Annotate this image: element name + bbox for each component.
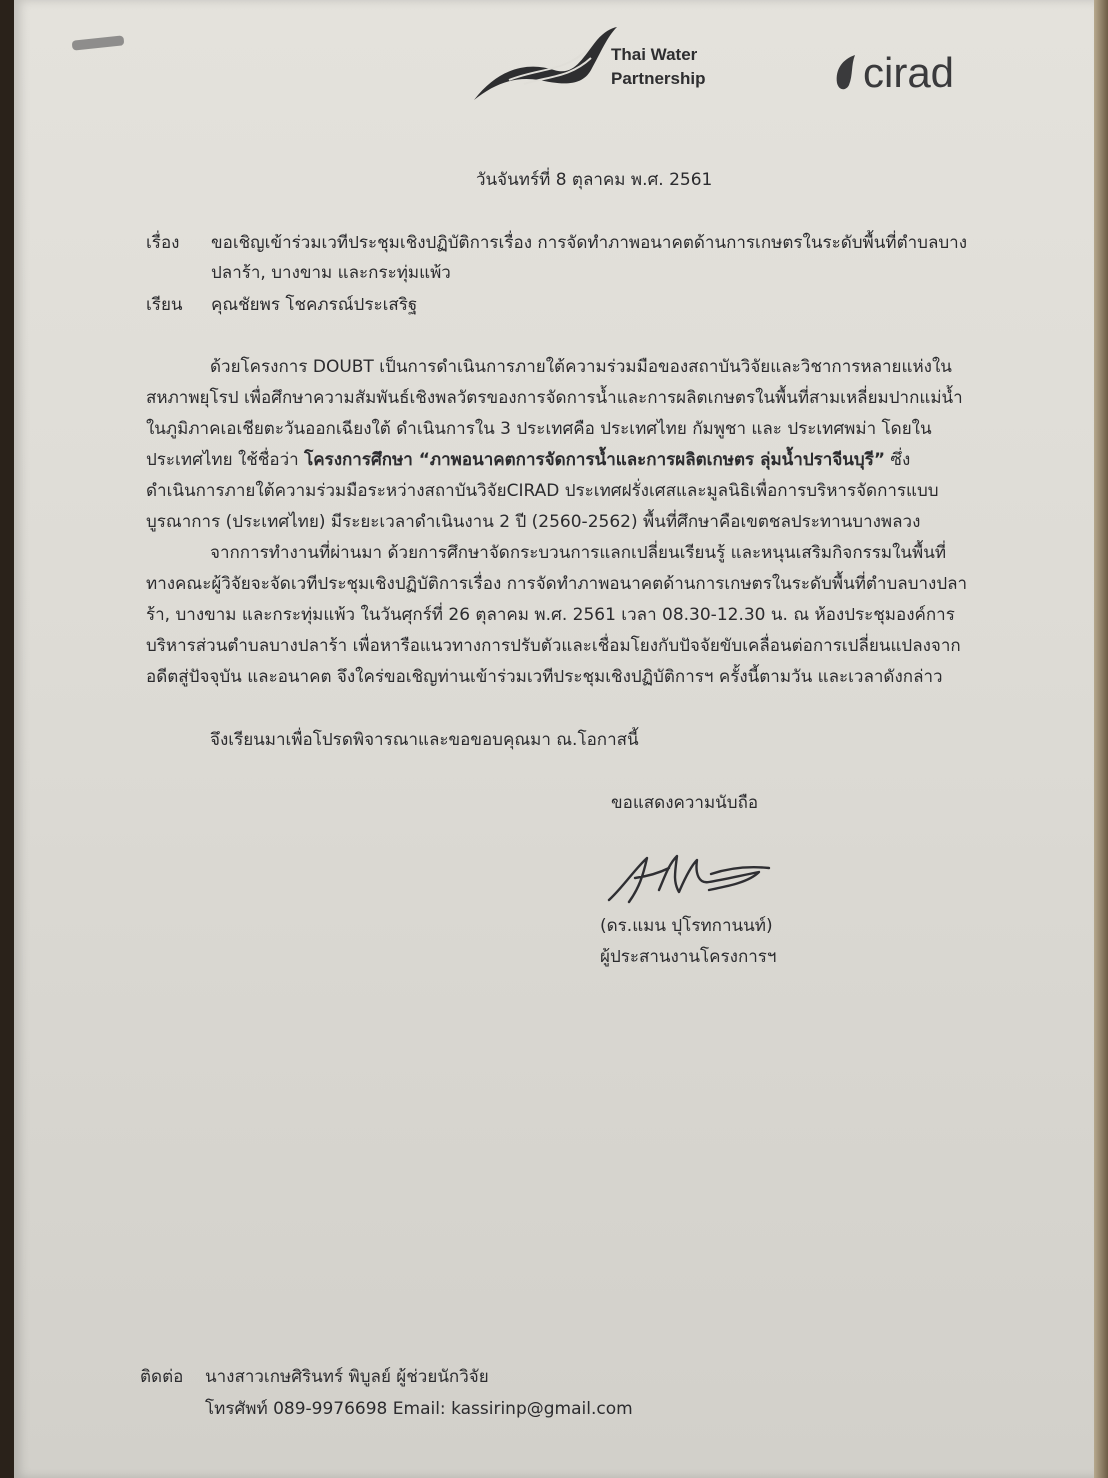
paragraph-2-line: บริหารส่วนตำบลบางปลาร้า เพื่อหารือแนวทางการปรับตัวและเชื่อมโยงกับปัจจัยขับเคลื่อนต่อการเปลี่ยนแปลงจาก — [146, 636, 961, 656]
subject-line-1: ขอเชิญเข้าร่วมเวทีประชุมเชิงปฏิบัติการเรื่อง การจัดทำภาพอนาคตด้านการเกษตรในระดับพื้นที่ตำบลบาง — [211, 233, 968, 253]
letter-date: วันจันทร์ที่ 8 ตุลาคม พ.ศ. 2561 — [476, 170, 713, 190]
paragraph-1-line4-end: ซึ่ง — [885, 450, 911, 470]
body-paragraph-2 — [146, 538, 967, 693]
cirad-logo-text: cirad — [863, 49, 955, 96]
page-edge-shadow — [1094, 0, 1108, 1478]
handwritten-signature — [599, 838, 789, 918]
thai-water-partnership-logo — [469, 22, 719, 110]
paragraph-1-line: ดำเนินการภายใต้ความร่วมมือระหว่างสถาบันวิจัยCIRAD ประเทศฝรั่งเศสและมูลนิธิเพื่อการบริหารจัดการแบบ — [146, 481, 939, 501]
paragraph-1-line4-start: ประเทศไทย ใช้ชื่อว่า — [146, 450, 305, 470]
paragraph-1-line: ในภูมิภาคเอเชียตะวันออกเฉียงใต้ ดำเนินการใน 3 ประเทศคือ ประเทศไทย กัมพูชา และ ประเทศพม่า โดยใน — [146, 419, 932, 439]
subject-line-2: ปลาร้า, บางขาม และกระทุ่มแพ้ว — [211, 263, 451, 283]
logo-text-line2: Partnership — [611, 69, 706, 88]
paragraph-2-line: ทางคณะผู้วิจัยจะจัดเวทีประชุมเชิงปฏิบัติการเรื่อง การจัดทำภาพอนาคตด้านการเกษตรในระดับพื้นที่ตำบลบางปลา — [146, 574, 968, 594]
paragraph-1-line: ด้วยโครงการ DOUBT เป็นการดำเนินการภายใต้ความร่วมมือของสถาบันวิจัยและวิชาการหลายแห่งใน — [210, 357, 952, 377]
sign-off: ขอแสดงความนับถือ — [611, 793, 759, 813]
paragraph-1-line: สหภาพยุโรป เพื่อศึกษาความสัมพันธ์เชิงพลวัตรของการจัดการน้ำและการผลิตเกษตรในพื้นที่สามเหลี่ยมปากแม่น้ำ — [146, 388, 963, 408]
signer-name: (ดร.แมน ปุโรทกานนท์) — [600, 916, 773, 936]
paragraph-1-line: บูรณาการ (ประเทศไทย) มีระยะเวลาดำเนินงาน 2 ปี (2560-2562) พื้นที่ศึกษาคือเขตชลประทานบางพลวง — [146, 512, 921, 532]
paragraph-2-line: อดีตสู่ปัจจุบัน และอนาคต จึงใคร่ขอเชิญท่านเข้าร่วมเวทีประชุมเชิงปฏิบัติการฯ ครั้งนี้ตามวัน และเวลาดังกล่าว — [146, 667, 943, 687]
pen-mark — [72, 35, 125, 50]
letter-page — [14, 0, 1096, 1478]
paragraph-1-line — [146, 445, 963, 476]
recipient-name: คุณชัยพร โชคภรณ์ประเสริฐ — [211, 295, 418, 315]
closing-request: จึงเรียนมาเพื่อโปรดพิจารณาและขอขอบคุณมา ณ.โอกาสนี้ — [210, 730, 639, 750]
subject-label: เรื่อง — [146, 233, 180, 253]
paragraph-2-line: ร้า, บางขาม และกระทุ่มแพ้ว ในวันศุกร์ที่ 26 ตุลาคม พ.ศ. 2561 เวลา 08.30-12.30 น. ณ ห้องประชุมองค์การ — [146, 605, 955, 625]
signer-title: ผู้ประสานงานโครงการฯ — [600, 947, 777, 967]
body-paragraph-1 — [146, 352, 963, 538]
logo-text-line1: Thai Water — [611, 45, 698, 64]
contact-label: ติดต่อ — [140, 1367, 184, 1387]
paragraph-2-line: จากการทำงานที่ผ่านมา ด้วยการศึกษาจัดกระบวนการแลกเปลี่ยนเรียนรู้ และหนุนเสริมกิจกรรมในพื้นที่ — [210, 543, 947, 563]
project-title: โครงการศึกษา “ภาพอนาคตการจัดการน้ำและการผลิตเกษตร ลุ่มน้ำปราจีนบุรี” — [304, 450, 885, 470]
recipient-label: เรียน — [146, 295, 183, 315]
contact-person: นางสาวเกษศิรินทร์ พิบูลย์ ผู้ช่วยนักวิจัย — [205, 1367, 489, 1387]
contact-phone-email: โทรศัพท์ 089-9976698 Email: kassirinp@gmail.com — [205, 1399, 633, 1419]
cirad-logo — [829, 45, 989, 105]
